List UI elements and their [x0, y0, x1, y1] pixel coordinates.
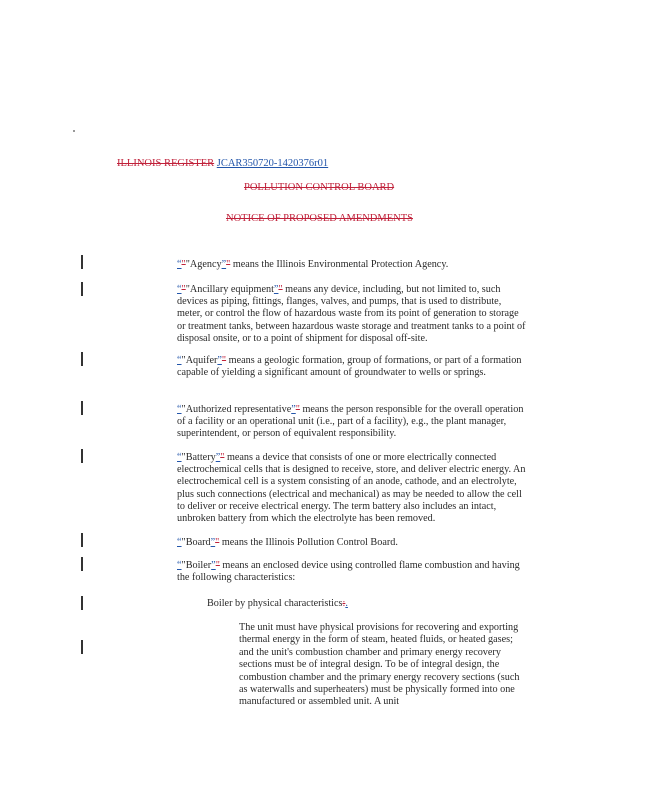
change-bar: [81, 449, 83, 463]
definition-ancillary-equipment: “""Ancillary equipment”" means any device, including, but not limited to, such devices as piping, fittings, flanges, valves, and pumps, that is used to distribute, meter, or control the flow of hazardous waste from its point of generation to storage or treatment tanks, between hazardous waste storage and treatment tanks to a point of disposal onsite, or to a point of shipment for disposal off-site.: [177, 284, 526, 344]
definition-boiler: “"Boiler”" means an enclosed device using controlled flame combustion and having the following characteristics:: [177, 560, 520, 584]
definition-term: Board: [185, 537, 211, 548]
definition-term: Aquifer: [185, 355, 218, 366]
boiler-sub-heading: Boiler by physical characteristics:.: [207, 598, 348, 609]
change-bar: [81, 596, 83, 610]
definition-battery: “"Battery”" means a device that consists of one or more electrically connected electrochemical cells that is designed to receive, store, and deliver electric energy. An electrochemical cell is a system consisting of an anode, cathode, and an electrolyte, plus such connections (electrical and mechanical) as may be needed to allow the cell to deliver or receive electrical energy. The term battery also includes an intact, unbroken battery from which the electrolyte has been removed.: [177, 452, 526, 525]
scan-speck: [73, 130, 75, 132]
definition-term: Battery: [185, 452, 216, 463]
definition-text: means the Illinois Environmental Protection Agency.: [230, 259, 449, 270]
change-bar: [81, 533, 83, 547]
register-code: JCAR350720-1420376r01: [216, 158, 329, 169]
definition-term: Agency: [189, 259, 222, 270]
definition-term: Ancillary equipment: [189, 284, 274, 295]
change-bar: [81, 640, 83, 654]
change-bar: [81, 352, 83, 366]
definition-aquifer: “"Aquifer”" means a geologic formation, group of formations, or part of a formation capable of yielding a significant amount of groundwater to wells or springs.: [177, 355, 522, 379]
definition-text: means any device, including, but not limited to, such devices as piping, fittings, flanges, valves, and pumps, that is used to distribute, meter, or control the flow of hazardous waste from its point of generation to storage or treatment tanks, between hazardous waste storage and treatment tanks to a point of disposal onsite, or to a point of shipment for disposal off-site.: [177, 284, 526, 344]
change-bar: [81, 282, 83, 296]
register-header: [117, 158, 328, 169]
definition-term: Authorized representative: [185, 404, 292, 415]
definition-text: means a device that consists of one or more electrically connected electrochemical cells that is designed to receive, store, and deliver electric energy. An electrochemical cell is a system consisting of an anode, cathode, and an electrolyte, plus such connections (electrical and mechanical) as may be needed to allow the cell to deliver or receive electrical energy. The term battery also includes an intact, unbroken battery from which the electrolyte has been removed.: [177, 452, 526, 525]
definition-term: Boiler: [185, 560, 212, 571]
definition-text: means an enclosed device using controlled flame combustion and having the following characteristics:: [177, 560, 520, 584]
notice-header: NOTICE OF PROPOSED AMENDMENTS: [226, 213, 413, 224]
boiler-sub-text: The unit must have physical provisions for recovering and exporting thermal energy in the form of steam, heated fluids, or heated gases; and the unit's combustion chamber and primary energy recovery sections must be of integral design. To be of integral design, the combustion chamber and the primary energy recovery sections (such as waterwalls and superheaters) must be physically formed into one manufactured or assembled unit. A unit: [239, 622, 520, 708]
board-header: POLLUTION CONTROL BOARD: [244, 182, 395, 193]
definition-text: means a geologic formation, group of formations, or part of a formation capable of yielding a significant amount of groundwater to wells or springs.: [177, 355, 522, 379]
definition-text: means the Illinois Pollution Control Board.: [219, 537, 398, 548]
register-title: ILLINOIS REGISTER: [117, 158, 215, 169]
change-bar: [81, 557, 83, 571]
definition-text: means the person responsible for the overall operation of a facility or an operational unit (i.e., part of a facility), e.g., the plant manager, superintendent, or person of equivalent responsibility.: [177, 404, 524, 440]
change-bar: [81, 401, 83, 415]
definition-authorized-representative: “"Authorized representative”" means the person responsible for the overall operation of a facility or an operational unit (i.e., part of a facility), e.g., the plant manager, superintendent, or person of equivalent responsibility.: [177, 404, 524, 440]
definition-board: “"Board”" means the Illinois Pollution Control Board.: [177, 537, 398, 548]
definition-agency: “""Agency”" means the Illinois Environmental Protection Agency.: [177, 259, 449, 270]
change-bar: [81, 255, 83, 269]
